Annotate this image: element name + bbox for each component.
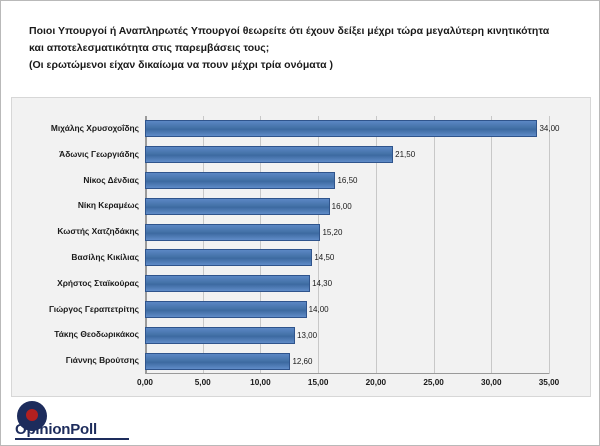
category-label: Χρήστος Σταϊκούρας	[57, 277, 139, 288]
x-tick-label: 35,00	[538, 378, 560, 387]
bar	[145, 353, 313, 370]
bar	[145, 301, 329, 318]
bar-fill	[145, 224, 320, 241]
bar-fill	[145, 146, 393, 163]
category-label: Νίκη Κεραμέως	[77, 200, 139, 211]
bar-fill	[145, 301, 307, 318]
bar-value-label: 34,00	[539, 124, 560, 134]
page-title	[29, 23, 569, 74]
category-label: Κωστής Χατζηδάκης	[57, 226, 139, 237]
bar-row	[50, 116, 560, 142]
x-tick-label: 0,00	[137, 378, 153, 387]
category-label: Μιχάλης Χρυσοχοΐδης	[50, 123, 139, 133]
category-label: Γιάννης Βρούτσης	[65, 355, 139, 366]
x-axis-line	[145, 373, 549, 374]
bar-value-label: 12,60	[292, 356, 313, 366]
gridline	[549, 116, 550, 374]
bar-row	[57, 271, 549, 297]
bar-row	[65, 348, 549, 374]
bar-value-label: 14,50	[314, 253, 335, 263]
bar	[145, 327, 318, 344]
bar	[145, 146, 416, 163]
x-tick-label: 20,00	[365, 378, 387, 387]
bar-value-label: 16,50	[337, 175, 358, 185]
bar-row	[77, 193, 549, 219]
title-line-1: Ποιοι Υπουργοί ή Αναπληρωτές Υπουργοί θεωρείτε ότι έχουν δείξει μέχρι τώρα μεγαλύτερη κινητικότητα	[29, 25, 550, 37]
bar-fill	[145, 353, 290, 370]
bar-fill	[145, 120, 537, 137]
x-tick-label: 5,00	[194, 378, 211, 387]
bar	[145, 172, 358, 189]
logo-dot-icon	[26, 409, 38, 421]
title-line-2: και αποτελεσματικότητα στις παρεμβάσεις τους;	[29, 42, 270, 54]
bar-row	[49, 297, 549, 323]
x-tick-label: 30,00	[481, 378, 502, 387]
bar-fill	[145, 198, 330, 215]
bar	[145, 120, 560, 137]
category-label: Γιώργος Γεραπετρίτης	[49, 303, 139, 314]
category-label: Άδωνις Γεωργιάδης	[59, 148, 139, 159]
bar-value-label: 15,20	[322, 227, 343, 237]
bar-row	[71, 245, 549, 271]
logo-underline	[15, 438, 129, 440]
bar-value-label: 14,00	[308, 304, 329, 314]
bar-fill	[145, 249, 312, 266]
bar-fill	[145, 327, 295, 344]
bar	[145, 275, 333, 292]
bar-value-label: 14,30	[312, 279, 333, 289]
bar-value-label: 16,00	[331, 201, 352, 211]
bar-row	[54, 322, 549, 348]
bar-row	[83, 168, 549, 194]
bar	[145, 224, 343, 241]
chart-plot-area	[11, 97, 591, 397]
bar	[145, 249, 335, 266]
bar-value-label: 13,00	[297, 330, 318, 340]
category-label: Τάκης Θεοδωρικάκος	[54, 329, 139, 340]
bar-fill	[145, 275, 310, 292]
x-tick-label: 10,00	[250, 378, 271, 387]
bar-fill	[145, 172, 335, 189]
x-tick-label: 25,00	[423, 378, 444, 387]
opinionpoll-logo	[13, 399, 131, 439]
title-line-3: (Οι ερωτώμενοι είχαν δικαίωμα να πουν μέχρι τρία ονόματα )	[29, 59, 333, 71]
logo-text: OpinionPoll	[15, 421, 97, 438]
bar-value-label: 21,50	[395, 150, 416, 160]
bar-row	[59, 142, 549, 168]
category-label: Νίκος Δένδιας	[83, 174, 139, 185]
bar-chart	[49, 116, 560, 387]
category-label: Βασίλης Κικίλιας	[71, 252, 139, 262]
bar-row	[57, 219, 549, 245]
x-tick-label: 15,00	[307, 378, 329, 387]
bar	[145, 198, 352, 215]
